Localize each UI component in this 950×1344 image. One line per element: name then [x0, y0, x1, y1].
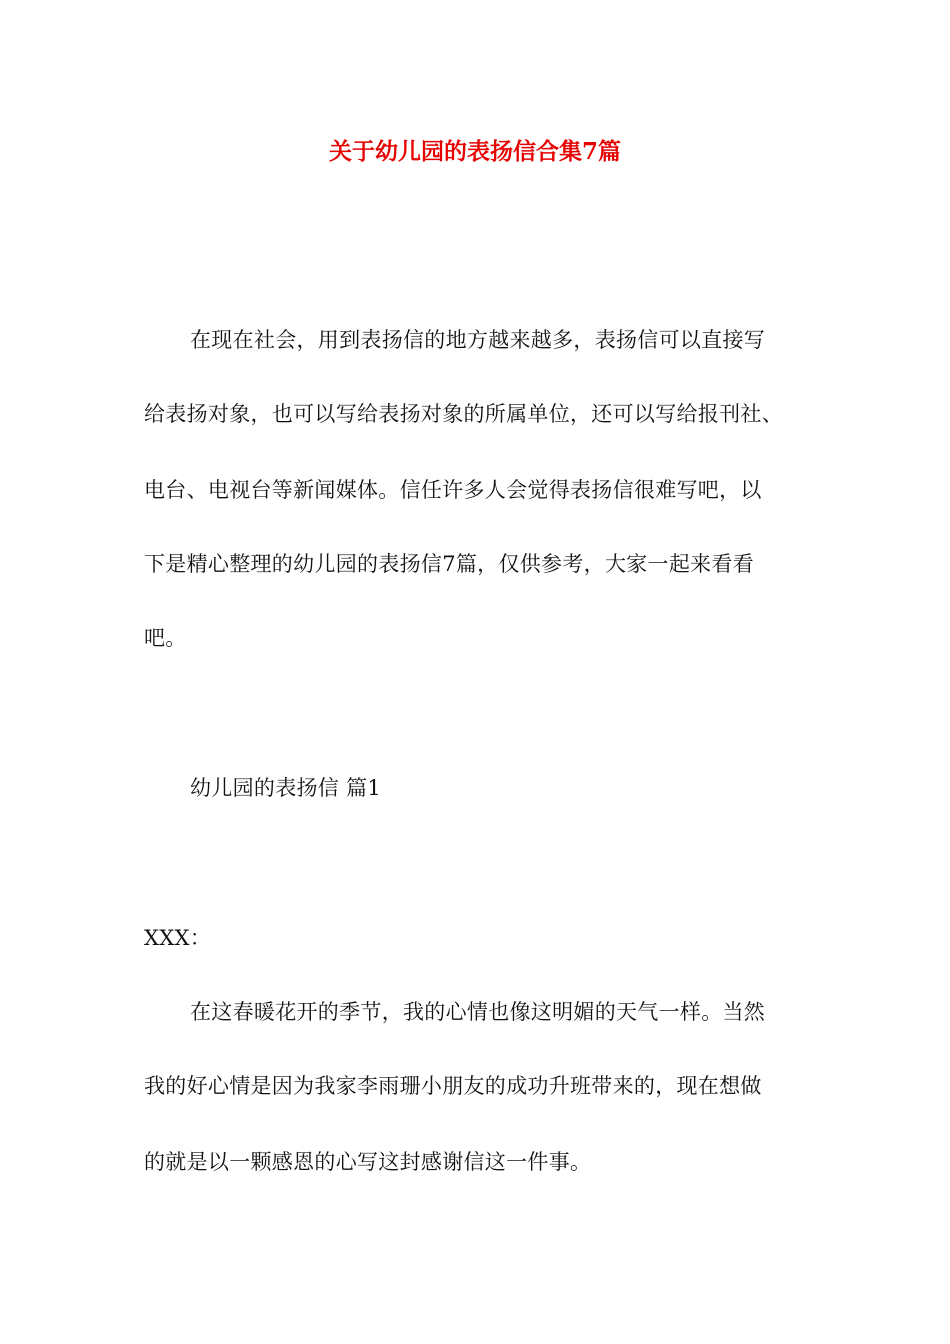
- body-line-3: 的就是以一颗感恩的心写这封感谢信这一件事。: [144, 1150, 592, 1174]
- intro-line-2: 给表扬对象，也可以写给表扬对象的所属单位，还可以写给报刊社、: [144, 402, 783, 426]
- body-line-2: 我的好心情是因为我家李雨珊小朋友的成功升班带来的，现在想做: [144, 1074, 762, 1098]
- intro-line-5: 吧。: [144, 626, 187, 650]
- intro-line-1: 在现在社会，用到表扬信的地方越来越多，表扬信可以直接写: [190, 328, 766, 352]
- intro-line-4: 下是精心整理的幼儿园的表扬信7篇，仅供参考，大家一起来看看: [144, 552, 755, 576]
- document-title: 关于幼儿园的表扬信合集7篇: [328, 138, 621, 165]
- section-heading: 幼儿园的表扬信 篇1: [190, 776, 382, 800]
- salutation: XXX：: [144, 926, 212, 950]
- intro-line-3: 电台、电视台等新闻媒体。信任许多人会觉得表扬信很难写吧，以: [144, 478, 762, 502]
- body-line-1: 在这春暖花开的季节，我的心情也像这明媚的天气一样。当然: [190, 1000, 766, 1024]
